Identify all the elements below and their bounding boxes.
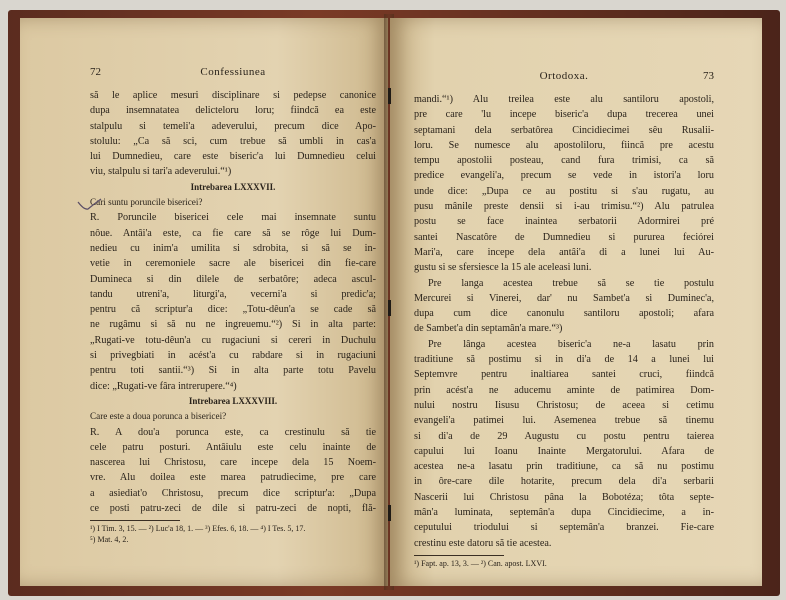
question-text: Care este a doua porunca a bisericei? bbox=[90, 411, 227, 422]
text-line: si di'a de 29 Augustu cu postu pentru taierea bbox=[414, 430, 714, 442]
left-page-number: 72 bbox=[90, 66, 101, 78]
text-line: nascerea lui Christosu, care incepe dela 15 Noem- bbox=[90, 457, 376, 469]
text-line: dupa insemnatatea delicteloru loru; fiindcă ea este bbox=[90, 105, 376, 117]
left-running-title: Confessiunea bbox=[200, 66, 266, 78]
text-line: dupa cum dice canonulu santiloru apostoli; afara bbox=[414, 308, 714, 320]
text-line: unde dice: „Dupa ce au postitu si s'au rugatu, au bbox=[414, 185, 714, 197]
right-page-number: 73 bbox=[703, 70, 714, 82]
text-line: pentru toti santii.“³) Si in alta parte totu Pavelu bbox=[90, 365, 376, 377]
right-page-content bbox=[414, 70, 714, 569]
text-line: pentru că scriptur'a dice: „Totu-dêun'a se cade să bbox=[90, 304, 376, 316]
footnote-rule bbox=[414, 555, 504, 556]
text-line: nului nostru Iisusu Christosu; de aceea si cetimu bbox=[414, 399, 714, 411]
text-line: Pre langa acestea trebue să se tie postulu bbox=[428, 277, 714, 289]
text-line: pusu mânile preste densii si i-au trimisu.“²) Alu patrulea bbox=[414, 201, 714, 213]
text-line: Dumineca si din dilele de serbatôre; adeca ascul- bbox=[90, 273, 376, 285]
text-line: mân'a luminata, septemân'a dupa Cincidiecime, a in- bbox=[414, 507, 714, 519]
text-line: tandu utreni'a, liturgi'a, vecerni'a si predic'a; bbox=[90, 288, 376, 300]
text-line: si privegbiati in acést'a cu rabdare si in rugaciuni bbox=[90, 350, 376, 362]
text-line: septamani dela serbatôrea Cincidiecimei sêu Rusalii- bbox=[414, 124, 714, 136]
footnote: ⁵) Mat. 4, 2. bbox=[90, 535, 129, 545]
text-line: a asiediat'o Christosu, precum dice scriptur'a: „Dupa bbox=[90, 487, 376, 499]
footnote: ¹) Fapt. ap. 13, 3. — ²) Can. apost. LXVI. bbox=[414, 558, 547, 568]
text-line: pre care 'lu incepe biseric'a dupa trecerea unei bbox=[414, 109, 714, 121]
text-line: prin acést'a ne aducemu aminte de patimirea Dom- bbox=[414, 384, 714, 396]
pencil-check-mark bbox=[76, 196, 102, 212]
left-page bbox=[20, 18, 388, 586]
text-line: nôue. Antâi'a este, ca fie care să se rôge lui Dum- bbox=[90, 227, 376, 239]
text-line: acestea ne-a lasatu prin traditiune, ca să nu postimu bbox=[414, 461, 714, 473]
question-heading: Intrebarea LXXXVII. bbox=[190, 181, 276, 192]
text-line: mandi.“¹) Alu treilea este alu santiloru apostoli, bbox=[414, 94, 714, 105]
text-line: ne rugâmu si să nu ne ingreuemu.“²) Si in alta parte: bbox=[90, 319, 376, 331]
text-line: nedieu cu inim'a umilita si sdrobita, si să se in- bbox=[90, 242, 376, 254]
text-line: ceputului triodului si septemân'a branzei. Fie-care bbox=[414, 522, 714, 534]
right-running-head bbox=[414, 70, 714, 88]
text-line: cele patru posturi. Antâiulu este celu inainte de bbox=[90, 441, 376, 453]
page-edge-mark bbox=[388, 88, 391, 104]
footnote-rule bbox=[90, 520, 180, 521]
footnote: ¹) I Tim. 3, 15. — ²) Luc'a 18, 1. — ³) Efes. 6, 18. — ⁴) I Tes. 5, 17. bbox=[90, 524, 306, 534]
right-running-title: Ortodoxa. bbox=[539, 70, 589, 82]
text-line: vetie in ceremoniele sacre ale bisericei din fie-care bbox=[90, 258, 376, 270]
text-line: crestinu este datoru să tie acestea. bbox=[414, 537, 552, 549]
question-text: Cari suntu poruncile bisericei? bbox=[90, 197, 203, 208]
text-line: gustu si se sfersiesce la 15 ale aceleasi luni. bbox=[414, 262, 592, 274]
text-line: stalpulu si temeli'a adeverului, precum dice Apo- bbox=[90, 120, 376, 132]
text-line: Septemvre pentru inaltiarea santei cruci, fiindcă bbox=[414, 369, 714, 381]
page-edge-mark bbox=[388, 505, 391, 521]
text-line: santei Nascatôre de Dumnedieu si pururea feciórei bbox=[414, 231, 714, 243]
text-line: R. A dou'a porunca este, ca crestinulu să tie bbox=[90, 426, 376, 438]
text-line: capului lui Ioanu Inainte Mergatorului. Afara de bbox=[414, 445, 714, 457]
text-line: „Rugati-ve totu-dêun'a cu rugaciuni si cereri in Duchulu bbox=[90, 334, 376, 346]
left-page-content bbox=[90, 66, 376, 545]
text-line: evangeli'a patimei lui. Asemenea trebue să tinemu bbox=[414, 415, 714, 427]
text-line: traditiune să postimu si in di'a de 14 a lunei lui bbox=[414, 354, 714, 366]
text-line: de Sambet'a din septamân'a mare.“³) bbox=[414, 323, 563, 335]
left-running-head bbox=[90, 66, 376, 84]
text-line: stolulu: „Ca să sci, cum trebue să umbli in cas'a bbox=[90, 135, 376, 147]
page-edge-mark bbox=[388, 300, 391, 316]
text-line: Mercurei si Vinerei, dar' nu Sambet'a si Duminec'a, bbox=[414, 292, 714, 304]
text-line: Nascerii lui Christosu pâna la Bobotéza; tôta septe- bbox=[414, 491, 714, 503]
text-line: Pre lânga acestea biseric'a ne-a lasatu prin bbox=[428, 338, 714, 350]
text-line: in ôre-care dile hotarite, precum dela di'a serbarii bbox=[414, 476, 714, 488]
question-heading: Intrebarea LXXXVIII. bbox=[188, 395, 278, 406]
text-line: ce posti patru-zeci de dile si patru-zeci de nopti, flă- bbox=[90, 503, 376, 515]
text-line: viu, stalpulu si tari'a adeverului.“¹) bbox=[90, 166, 232, 178]
text-line: loru. Se numesce alu apostoliloru, fiincă pre acestu bbox=[414, 139, 714, 151]
text-line: lui Dumnedieu, care este biseric'a lui Dumnedieu celui bbox=[90, 151, 376, 163]
text-line: postu se face inaintea serbatorii Adormirei pré bbox=[414, 216, 714, 228]
right-page bbox=[390, 18, 762, 586]
text-line: R. Poruncile bisericei cele mai insemnate suntu bbox=[90, 212, 376, 224]
text-line: Mari'a, care incepe dela antâi'a di a lunei lui Au- bbox=[414, 246, 714, 258]
text-line: vre. Alu doilea este marea patrudiecime, pre care bbox=[90, 472, 376, 484]
text-line: să le aplice mesuri disciplinare si pedepse canonice bbox=[90, 90, 376, 101]
text-line: tempu apostolii posteau, cand fura trimisi, ca să bbox=[414, 155, 714, 167]
text-line: predice evangeli'a, precum se vede in istori'a loru bbox=[414, 170, 714, 182]
text-line: dice: „Rugati-ve fâra intrerupere.“⁴) bbox=[90, 380, 237, 392]
